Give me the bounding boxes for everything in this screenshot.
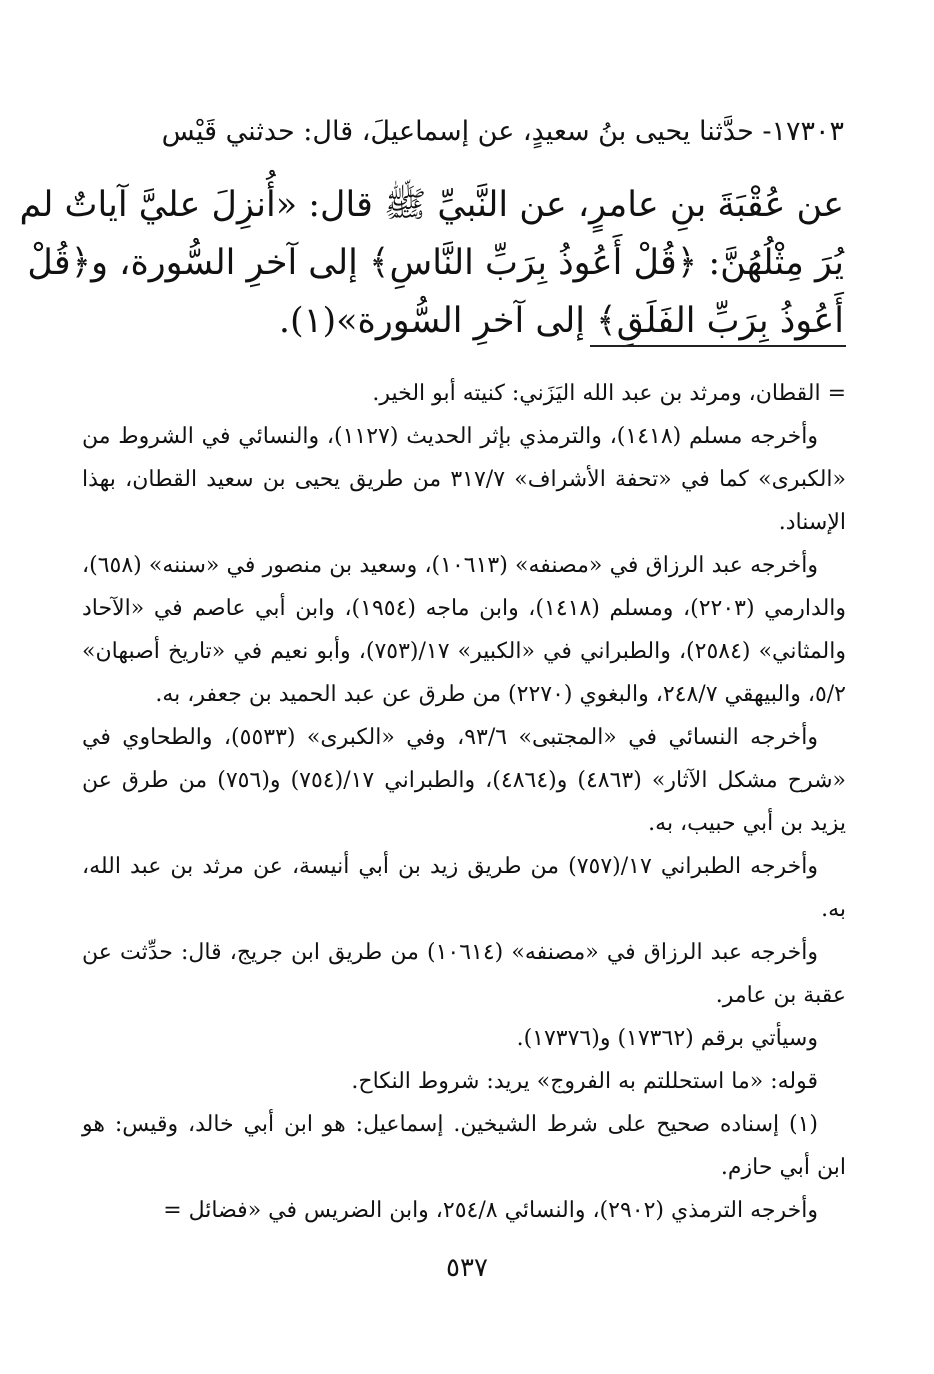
footnote-paragraph: وأخرجه الترمذي (٢٩٠٢)، والنسائي ٢٥٤/٨، وابن الضريس في «فضائل = — [163, 1198, 818, 1223]
hadith-line: عن عُقْبَةَ بنِ عامرٍ، عن النَّبيِّ ﷺ قال: «أُنزِلَ عليَّ آياتٌ لم — [19, 185, 844, 225]
footnote-paragraph: (١) إسناده صحيح على شرط الشيخين. إسماعيل: هو ابن أبي خالد، وقيس: هو ابن أبي حازم. — [82, 1112, 846, 1180]
footnote-divider — [590, 345, 846, 347]
footnote-paragraph: وأخرجه الطبراني ١٧/(٧٥٧) من طريق زيد بن أبي أنيسة، عن مرثد بن عبد الله، به. — [82, 854, 846, 922]
footnote-paragraph: وأخرجه النسائي في «المجتبى» ٩٣/٦، وفي «الكبرى» (٥٥٣٣)، والطحاوي في «شرح مشكل الآثار» (٤٨٦٣) و(٤٨٦٤)، والطبراني ١٧/(٧٥٤) و(٧٥٦) من طرق عن يزيد بن أبي حبيب، به. — [82, 725, 846, 836]
footnote-paragraph: وسيأتي برقم (١٧٣٦٢) و(١٧٣٧٦). — [516, 1026, 818, 1051]
hadith-header: ١٧٣٠٣- حدَّثنا يحيى بنُ سعيدٍ، عن إسماعيلَ، قال: حدثني قَيْس — [161, 116, 844, 147]
hadith-text — [19, 176, 844, 350]
footnote-paragraph: وأخرجه عبد الرزاق في «مصنفه» (١٠٦١٣)، وسعيد بن منصور في «سننه» (٦٥٨)، والدارمي (٢٢٠٣)، ومسلم (١٤١٨)، وابن ماجه (١٩٥٤)، وابن أبي عاصم في «الآحاد والمثاني» (٢٥٨٤)، والطبراني في «الكبير» ١٧/(٧٥٣)، وأبو نعيم في «تاريخ أصبهان» ٥/٢، والبيهقي ٢٤٨/٧، والبغوي (٢٢٧٠) من طرق عن عبد الحميد بن جعفر، به. — [82, 553, 847, 707]
page-number: ٥٣٧ — [446, 1253, 488, 1283]
footnote-paragraph: وأخرجه عبد الرزاق في «مصنفه» (١٠٦١٤) من طريق ابن جريج، قال: حدِّثت عن عقبة بن عامر. — [82, 940, 846, 1008]
hadith-line: أَعُوذُ بِرَبِّ الفَلَقِ﴾ إلى آخرِ السُّورة»(١). — [278, 301, 844, 341]
footnote-paragraph: وأخرجه مسلم (١٤١٨)، والترمذي بإثر الحديث (١١٢٧)، والنسائي في الشروط من «الكبرى» كما في «تحفة الأشراف» ٣١٧/٧ من طريق يحيى بن سعيد القطان، بهذا الإسناد. — [82, 424, 846, 535]
footnotes — [82, 372, 846, 1232]
footnote-paragraph: = القطان، ومرثد بن عبد الله اليَزَني: كنيته أبو الخير. — [372, 381, 846, 406]
hadith-line: يُرَ مِثْلُهُنَّ: ﴿قُلْ أَعُوذُ بِرَبِّ النَّاسِ﴾ إلى آخرِ السُّورة، و﴿قُلْ — [27, 243, 844, 283]
footnote-paragraph: قوله: «ما استحللتم به الفروج» يريد: شروط النكاح. — [351, 1069, 818, 1094]
